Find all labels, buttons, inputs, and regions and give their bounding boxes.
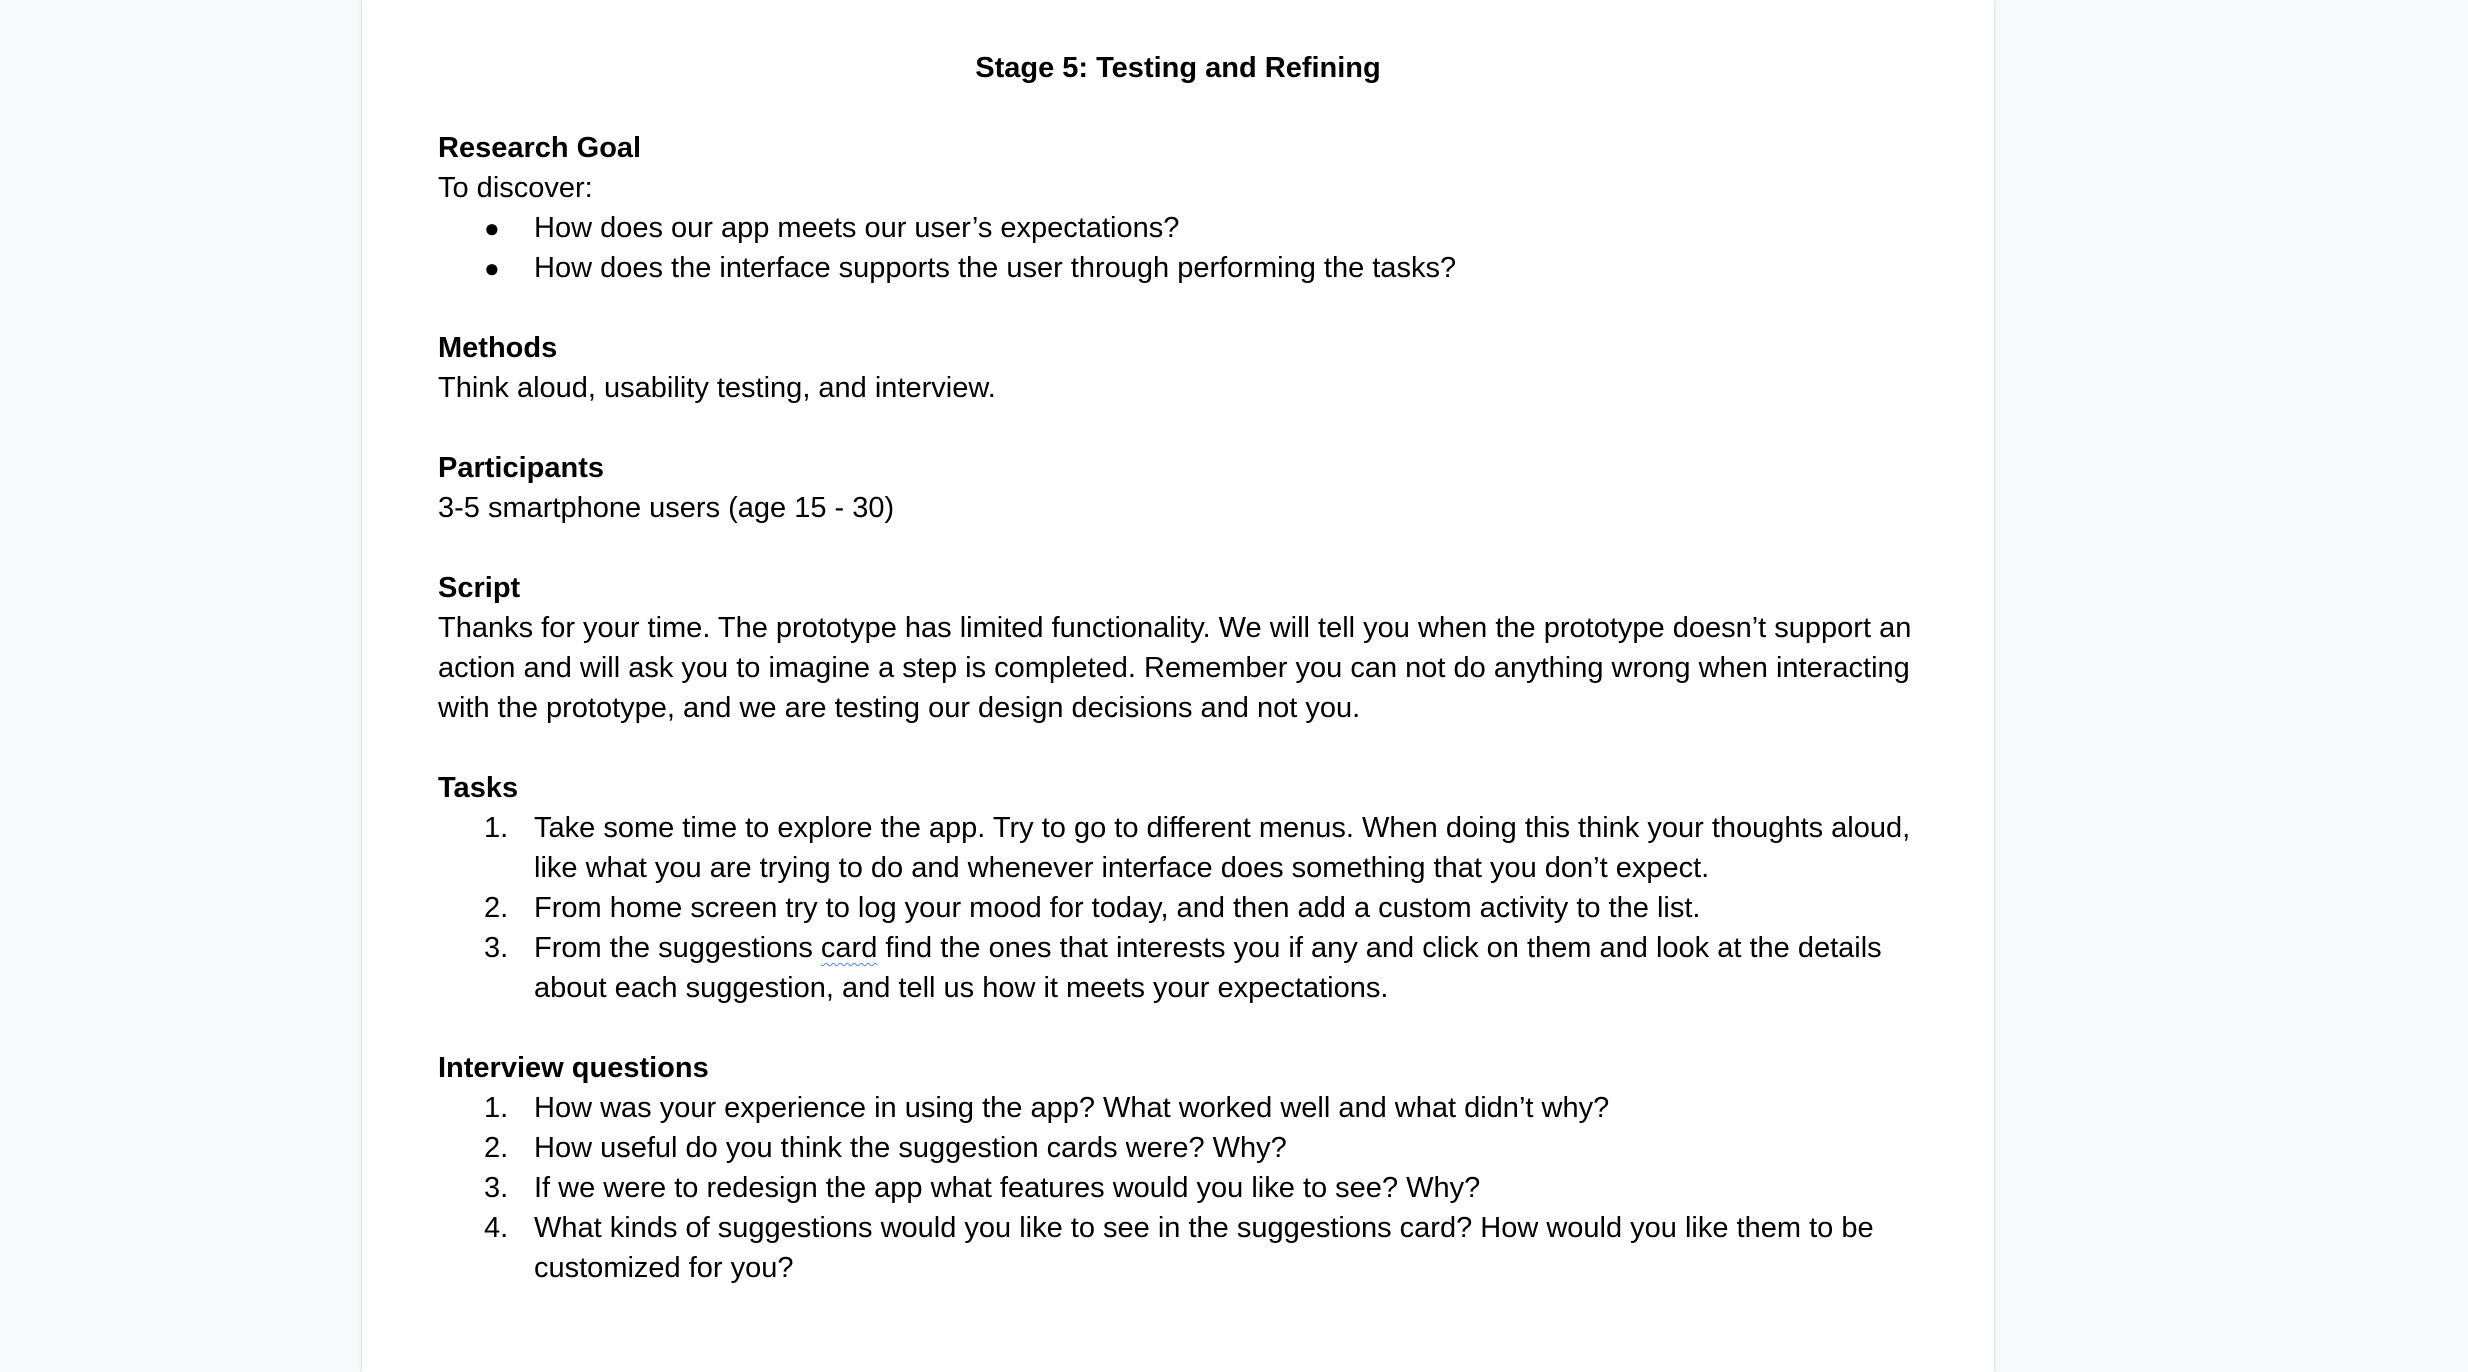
list-item-text: How was your experience in using the app? What worked well and what didn’t why? [534, 1092, 1610, 1124]
list-item [438, 888, 1918, 928]
list-item [438, 1208, 1918, 1288]
list-item-text: How useful do you think the suggestion cards were? Why? [534, 1132, 1287, 1164]
spellcheck-flagged-word[interactable]: card [820, 932, 878, 964]
interview-list [438, 1088, 1918, 1288]
blank-line [438, 728, 1918, 768]
tasks-list [438, 808, 1918, 1008]
list-item-text: Take some time to explore the app. Try to go to different menus. When doing this think your thoughts aloud, like what you are trying to do and whenever interface does something that you don’t expect. [534, 812, 1911, 884]
research-goal-heading: Research Goal [438, 132, 642, 164]
list-item-text-after: find the ones that interests you if any and click on them and look at the details about each suggestion, and tell us how it meets your expectations. [534, 932, 1882, 1004]
list-number: 3. [484, 932, 509, 964]
participants-heading: Participants [438, 452, 604, 484]
list-number: 4. [484, 1212, 509, 1244]
bullet-icon: ● [484, 253, 500, 283]
list-number: 1. [484, 812, 509, 844]
list-item-text-before: From the suggestions [534, 932, 821, 964]
research-goal-intro: To discover: [438, 172, 593, 204]
document-page[interactable] [362, 0, 1994, 1372]
participants-text: 3-5 smartphone users (age 15 - 30) [438, 492, 895, 524]
list-item [438, 208, 1918, 248]
blank-line [438, 528, 1918, 568]
list-item-text: How does the interface supports the user through performing the tasks? [534, 252, 1457, 284]
methods-text: Think aloud, usability testing, and interview. [438, 372, 996, 404]
list-number: 2. [484, 1132, 509, 1164]
list-item [438, 248, 1918, 288]
list-item-text [534, 932, 1882, 1004]
list-item-text: What kinds of suggestions would you like to see in the suggestions card? How would you like them to be customized for you? [534, 1212, 1874, 1284]
interview-heading: Interview questions [438, 1052, 709, 1084]
script-text: Thanks for your time. The prototype has limited functionality. We will tell you when the prototype doesn’t support an action and will ask you to imagine a step is completed. Remember you can not do anything wrong when interacting with the prototype, and we are testing our design decisions and not you. [438, 612, 1912, 724]
tasks-heading: Tasks [438, 772, 519, 804]
blank-line [438, 408, 1918, 448]
list-item [438, 1088, 1918, 1128]
research-goal-list [438, 208, 1918, 288]
list-item-text: How does our app meets our user’s expectations? [534, 212, 1180, 244]
list-number: 2. [484, 892, 509, 924]
list-item [438, 928, 1918, 1008]
document-body[interactable] [438, 48, 1918, 1288]
list-item-text: If we were to redesign the app what features would you like to see? Why? [534, 1172, 1481, 1204]
methods-heading: Methods [438, 332, 558, 364]
list-number: 3. [484, 1172, 509, 1204]
blank-line [438, 1008, 1918, 1048]
list-number: 1. [484, 1092, 509, 1124]
script-heading: Script [438, 572, 521, 604]
list-item-text: From home screen try to log your mood for today, and then add a custom activity to the list. [534, 892, 1701, 924]
list-item [438, 1168, 1918, 1208]
list-item [438, 808, 1918, 888]
blank-line [438, 288, 1918, 328]
bullet-icon: ● [484, 213, 500, 243]
list-item [438, 1128, 1918, 1168]
document-title: Stage 5: Testing and Refining [975, 52, 1381, 84]
